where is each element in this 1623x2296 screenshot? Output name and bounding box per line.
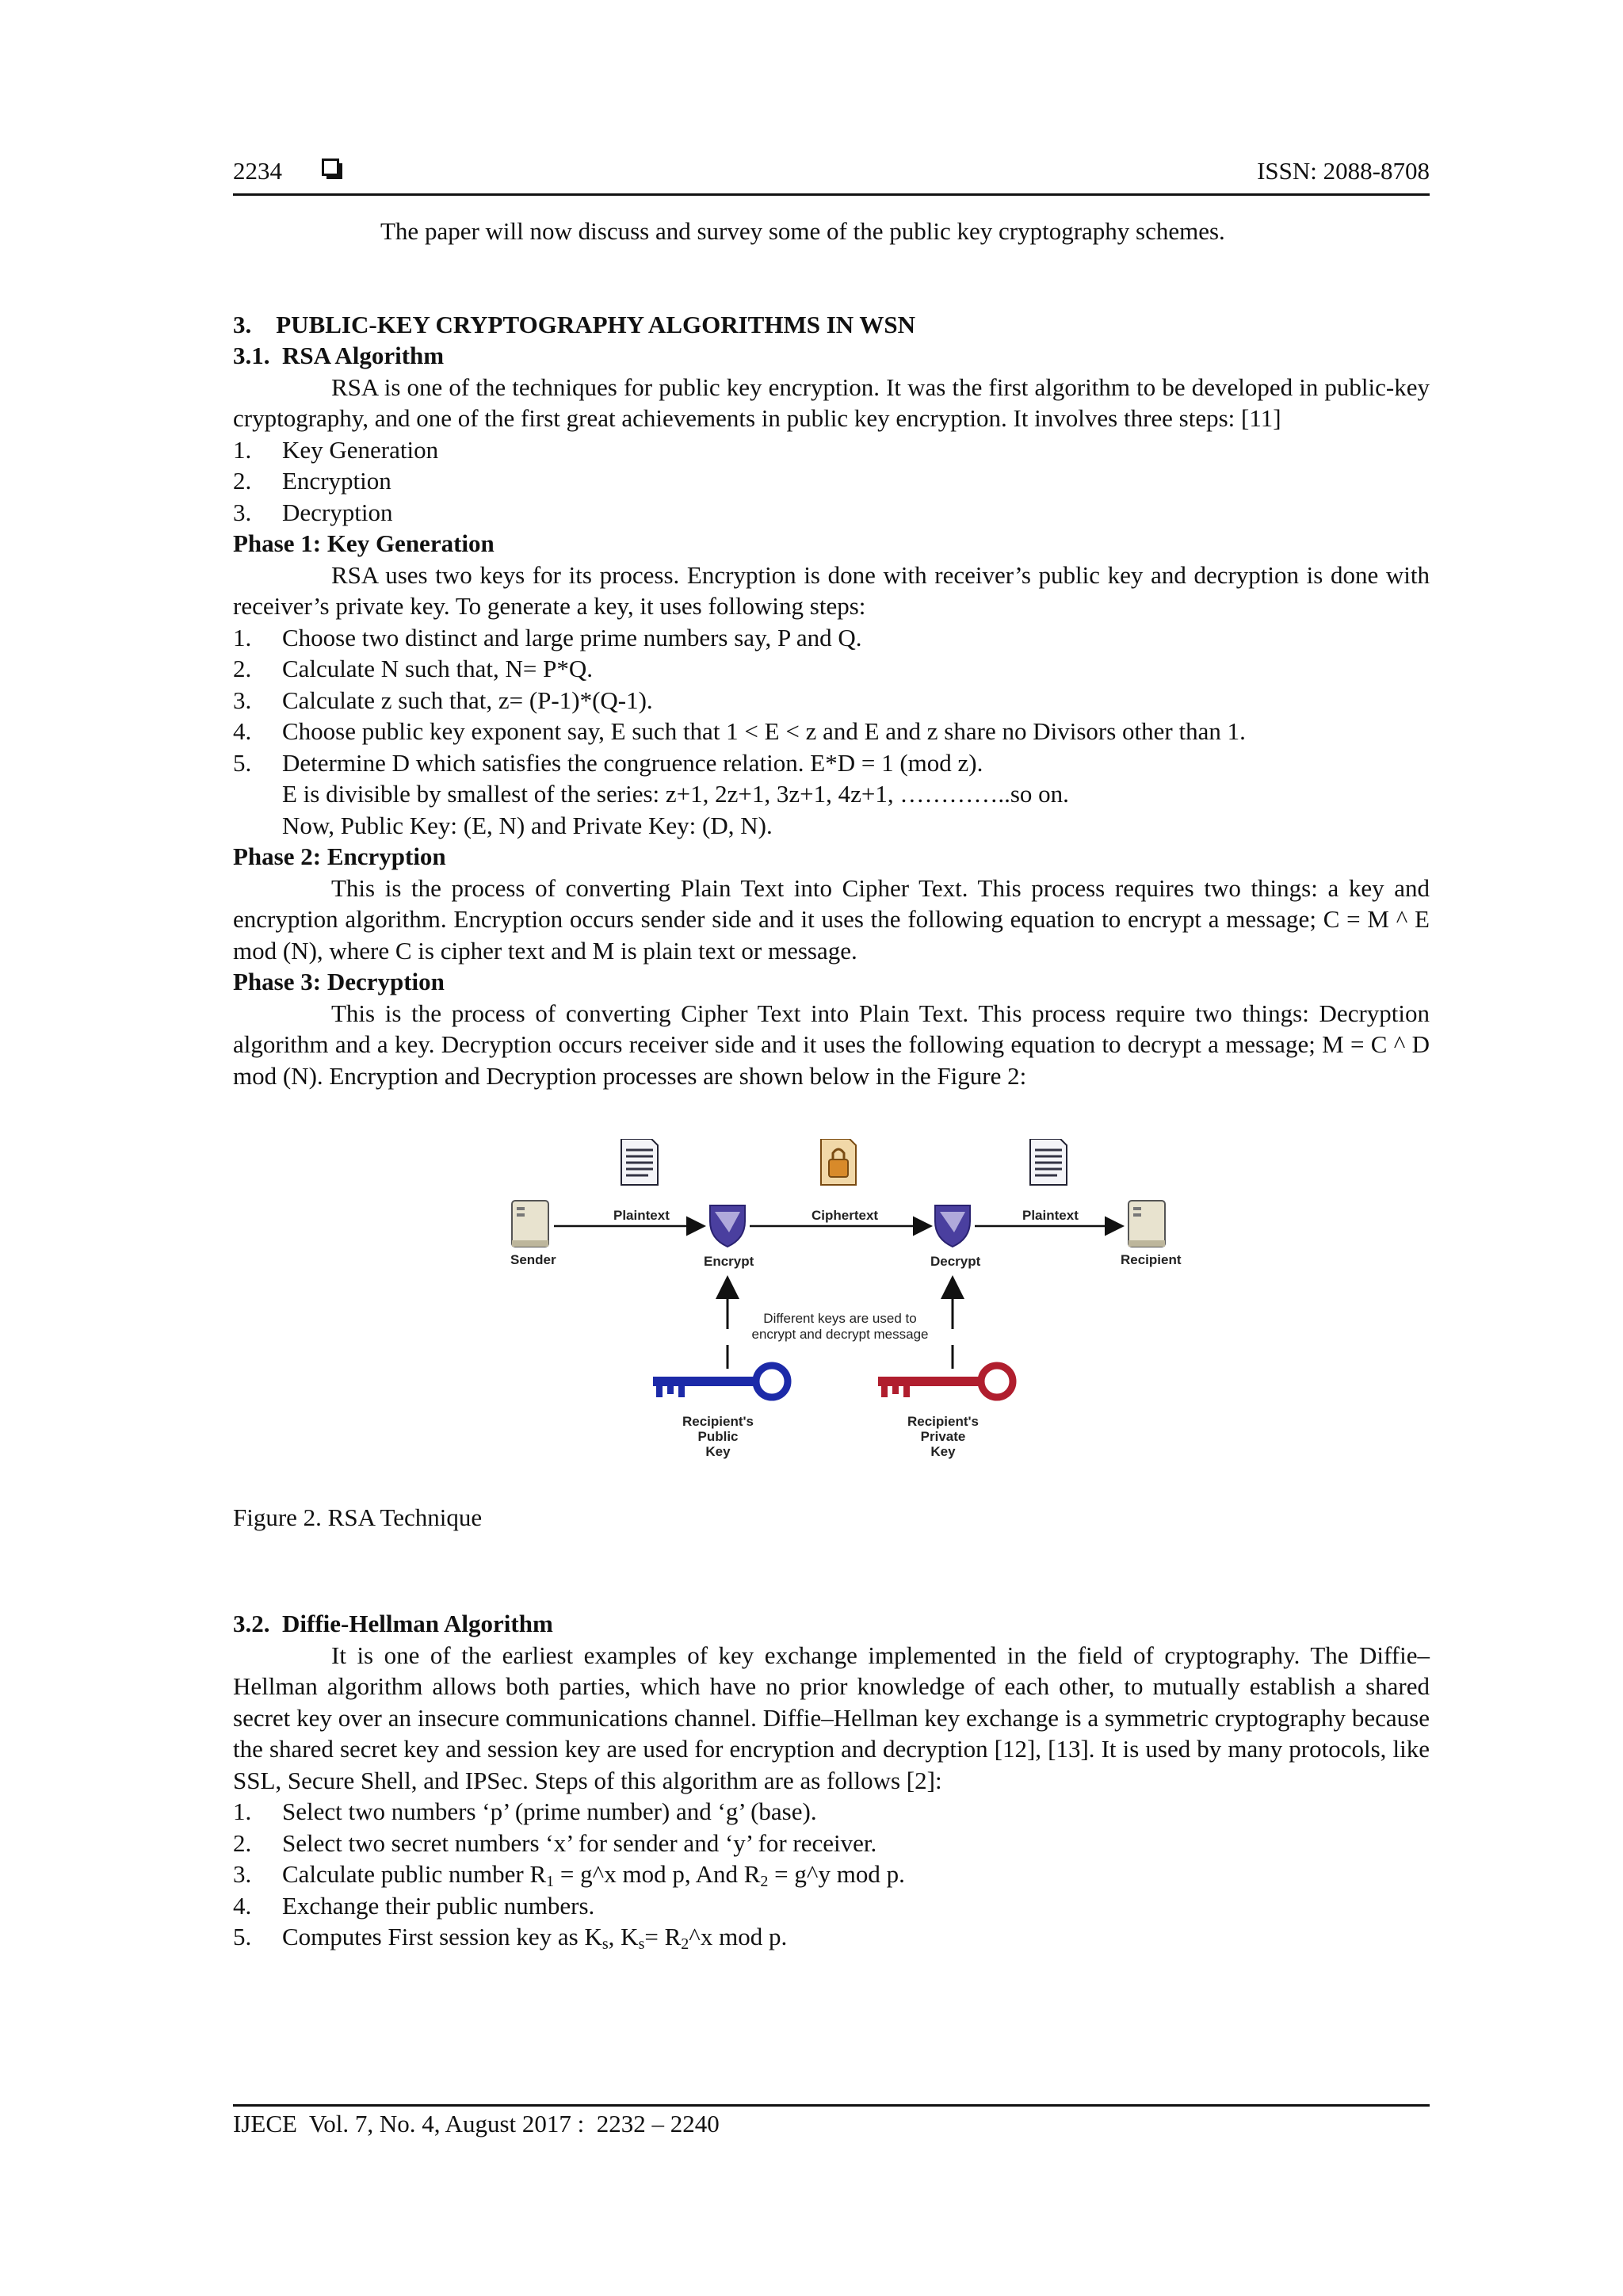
diffie-hellman-steps [233, 1796, 1430, 1953]
intro-paragraph: The paper will now discuss and survey some of the public key cryptography schemes. [380, 217, 1225, 245]
phase-3-paragraph: This is the process of converting Cipher Text into Plain Text. This process require two things: Decryption algorithm and a key. Decryption occurs receiver side and it uses the following equation to decrypt a message; M = C ^ D mod (N). Encryption and Decryption processes are shown below in the Figure 2: [233, 999, 1430, 1090]
header-rule [233, 193, 1430, 196]
sender-label: Sender [510, 1252, 556, 1267]
keys-note-line2: encrypt and decrypt message [751, 1327, 929, 1342]
rsa-intro-paragraph: RSA is one of the techniques for public key encryption. It was the first algorithm to be developed in public-key cryptography, and one of the first great achievements in public key encryption. It involves three steps: [11] [233, 372, 1430, 432]
footer-rule [233, 2104, 1430, 2107]
list-item: 2. Calculate N such that, N= P*Q. [233, 655, 593, 682]
private-key-label-3: Key [930, 1444, 956, 1459]
public-key-label-2: Public [697, 1429, 739, 1444]
checkbox-square-icon [322, 159, 339, 176]
issn-label: ISSN: 2088-8708 [1257, 157, 1430, 185]
ciphertext-lock-icon [821, 1139, 856, 1185]
phase-1-note-series: E is divisible by smallest of the series: z+1, 2z+1, 3z+1, 4z+1, …………..so on. [282, 780, 1069, 808]
list-item: 3. Decryption [233, 498, 393, 526]
sender-computer-icon [512, 1201, 548, 1247]
plaintext-right-label: Plaintext [1022, 1208, 1079, 1223]
list-item: 3. Calculate public number $R_1$ = g^x mod p, And $R_2$ = g^y mod p. [233, 1860, 905, 1890]
section-3-heading: 3. PUBLIC-KEY CRYPTOGRAPHY ALGORITHMS IN WSN [233, 310, 915, 338]
phase-1-heading: Phase 1: Key Generation [233, 529, 495, 557]
page-header [233, 151, 1430, 190]
plaintext-left-label: Plaintext [613, 1208, 670, 1223]
private-key-label-2: Private [920, 1429, 966, 1444]
private-key-label-1: Recipient's [907, 1414, 980, 1429]
phase-2-paragraph: This is the process of converting Plain Text into Cipher Text. This process requires two things: a key and encryption algorithm. Encryption occurs sender side and it uses the following equation to encrypt a message; C = M ^ E mod (N), where C is cipher text and M is plain text or message. [233, 873, 1430, 965]
keys-note-line1: Different keys are used to [763, 1311, 917, 1326]
public-key-label-1: Recipient's [682, 1414, 754, 1429]
list-item: 3. Calculate z such that, z= (P-1)*(Q-1). [233, 686, 653, 714]
encrypt-label: Encrypt [704, 1254, 754, 1269]
list-item: 4. Choose public key exponent say, E such that 1 < E < z and E and z share no Divisors other than 1. [233, 717, 1246, 745]
list-item: 1. Choose two distinct and large prime numbers say, P and Q. [233, 623, 862, 651]
encrypt-shield-icon [710, 1205, 745, 1247]
figure-2 [233, 1139, 1430, 1583]
diffie-hellman-paragraph: It is one of the earliest examples of key exchange implemented in the field of cryptography. The Diffie–Hellman algorithm allows both parties, which have no prior knowledge of each other, to mutually establish a shared secret key over an insecure communications channel. Diffie–Hellman key exchange is a symmetric cryptography because the shared secret key and session key are used for encryption and decryption [12], [13]. It is used by many protocols, like SSL, Secure Shell, and IPSec. Steps of this algorithm are as follows [2]: [233, 1641, 1430, 1794]
phase-1-note-keys: Now, Public Key: (E, N) and Private Key: (D, N). [282, 811, 773, 839]
phase-1-paragraph: RSA uses two keys for its process. Encryption is done with receiver’s public key and decryption is done with receiver’s private key. To generate a key, it uses following steps: [233, 560, 1430, 620]
phase-2-heading: Phase 2: Encryption [233, 842, 446, 870]
public-key-icon [653, 1366, 788, 1397]
decrypt-label: Decrypt [930, 1254, 981, 1269]
plaintext-document-icon [621, 1139, 658, 1185]
public-key-label-3: Key [705, 1444, 731, 1459]
list-item: 5. Computes First session key as $K_s$, $K_s=$ $R_2\^{}x$ mod p. [233, 1923, 788, 1953]
list-item: 4. Exchange their public numbers. [233, 1891, 595, 1920]
key-generation-steps [233, 622, 1430, 779]
list-item: 2. Encryption [233, 467, 391, 495]
recipient-computer-icon [1128, 1201, 1165, 1247]
page-body [233, 216, 1430, 1953]
phase-3-heading: Phase 3: Decryption [233, 968, 445, 995]
list-item: 1. Select two numbers ‘p’ (prime number) and ‘g’ (base). [233, 1797, 817, 1825]
page-number: 2234 [233, 157, 282, 185]
section-3-1-heading: 3.1. RSA Algorithm [233, 342, 445, 369]
rsa-diagram [495, 1139, 1192, 1480]
rsa-steps-list [233, 434, 1430, 529]
section-3-2-heading: 3.2. Diffie-Hellman Algorithm [233, 1610, 553, 1637]
private-key-icon [878, 1366, 1013, 1397]
list-item: 5. Determine D which satisfies the congruence relation. E*D = 1 (mod z). [233, 748, 983, 777]
ciphertext-label: Ciphertext [812, 1208, 879, 1223]
figure-caption: Figure 2. RSA Technique [233, 1503, 483, 1531]
list-item: 2. Select two secret numbers ‘x’ for sender and ‘y’ for receiver. [233, 1828, 877, 1857]
list-item: 1. Key Generation [233, 435, 439, 464]
plaintext-document-icon [1030, 1139, 1067, 1185]
recipient-label: Recipient [1121, 1252, 1182, 1267]
decrypt-shield-icon [935, 1205, 970, 1247]
page-footer: IJECE Vol. 7, No. 4, August 2017 : 2232 – 2240 [233, 2110, 720, 2137]
